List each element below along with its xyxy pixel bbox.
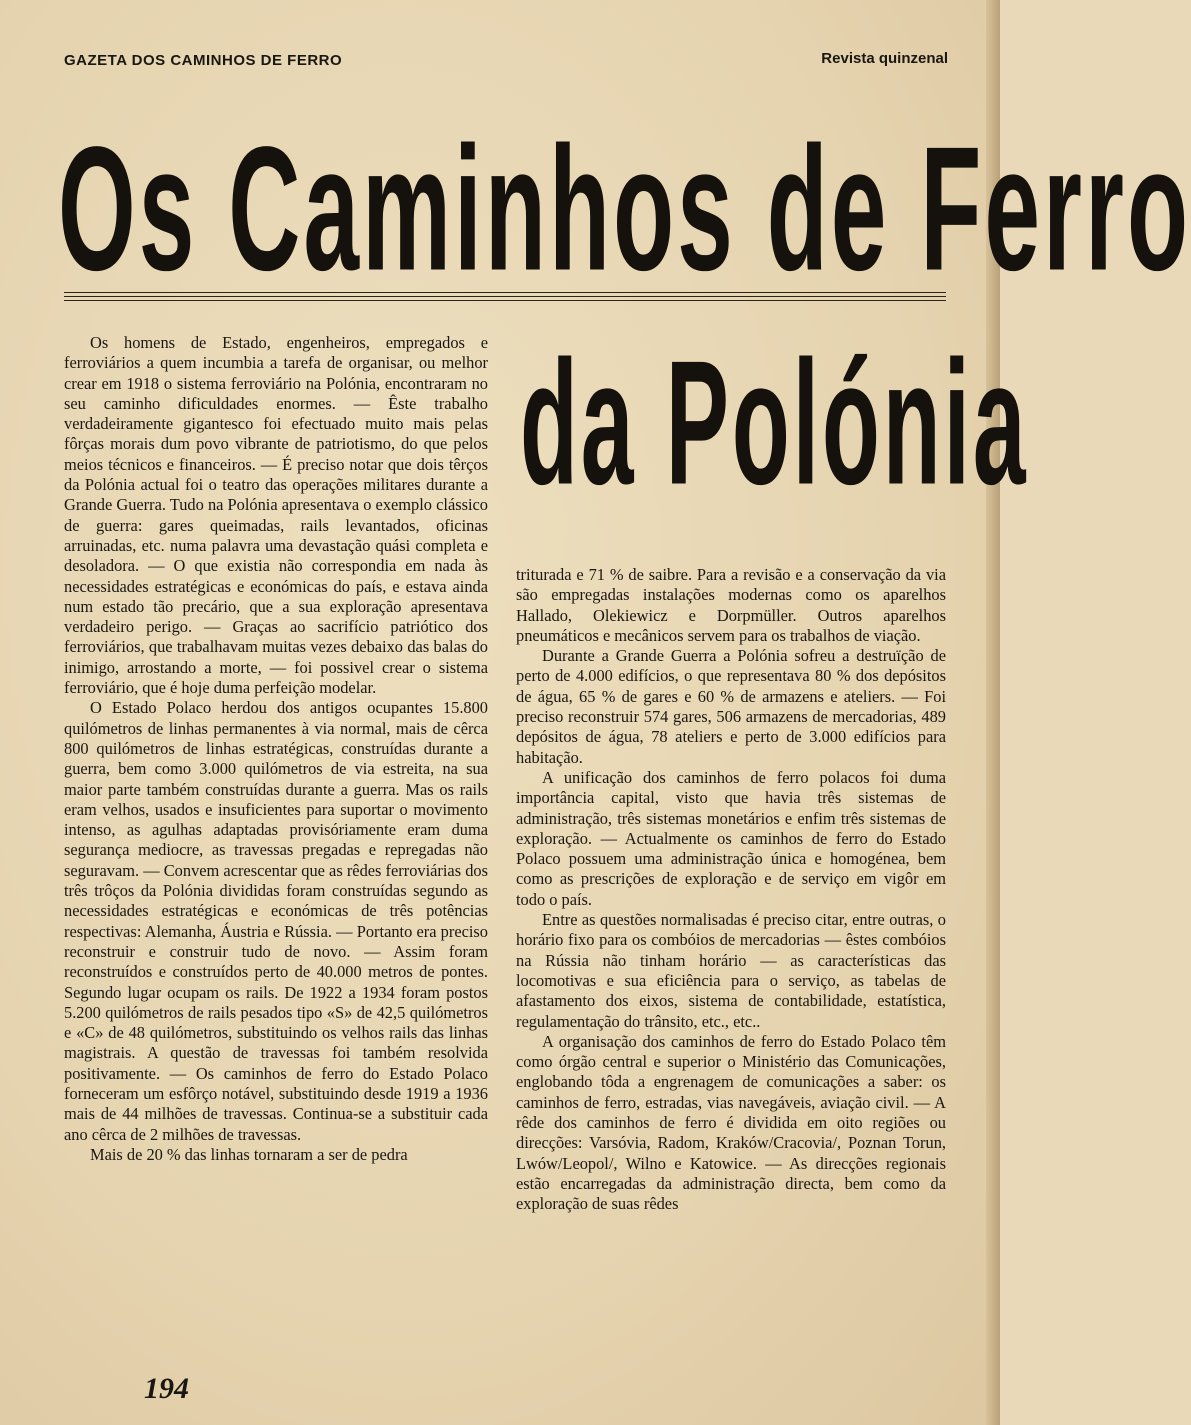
text-column-left (64, 333, 488, 1165)
paragraph: A organisação dos caminhos de ferro do Estado Polaco têm como órgão central e superior o Ministério das Comunicações, englobando tôda a engrenagem de comunicações a saber: os caminhos de ferro, estradas, vias navegáveis, aviação civil. — A rêde dos caminhos de ferro é dividida em oito regiões ou direcções: Varsóvia, Radom, Kraków/Cracovia/, Poznan Torun, Lwów/Leopol/, Wilno e Katowice. — As direcções regionais estão encarregadas da administração directa, bem como da exploração de suas rêdes (516, 1031, 946, 1214)
title-rule-bottom (64, 300, 946, 301)
paragraph: Mais de 20 % das linhas tornaram a ser de pedra (90, 1144, 408, 1164)
article-title-line-2: da Polónia (520, 324, 1029, 523)
article-title-line-1: Os Caminhos de Ferro (58, 110, 1191, 309)
paragraph: Os homens de Estado, engenheiros, empregados e ferroviários a quem incumbia a tarefa de organisar, ou melhor crear em 1918 o sistema ferroviário na Polónia, encontraram no seu caminho dificuldades enormes. — Êste trabalho verdadeiramente gigantesco foi efectuado muito mais pelas fôrças morais dum povo vibrante de patriotismo, do que pelos meios técnicos e financeiros. — É preciso notar que dois têrços da Polónia actual foi o teatro das operações militares durante a Grande Guerra. Tudo na Polónia apresentava o exemplo clássico de guerra: gares queimadas, rails levantados, oficinas arruinadas, etc. numa palavra uma devastação quási completa e desoladora. — O que existia não correspondia em nada às necessidades estratégicas e económicas do país, e estava ainda num estado tão precário, que a sua exploração apresentava verdadeiro perigo. — Graças ao sacrifício patriótico dos ferroviários, que trabalhavam muitas vezes debaixo das balas do inimigo, arrostando a morte, — foi possivel crear o sistema ferroviário, que é hoje duma perfeição modelar. (64, 333, 488, 698)
publication-subtitle: Revista quinzenal (821, 50, 948, 67)
publication-name: GAZETA DOS CAMINHOS DE FERRO (64, 52, 343, 69)
paragraph: Entre as questões normalisadas é preciso citar, entre outras, o horário fixo para os combóios de mercadorias — êstes combóios na Rússia não tinham horário — as características das locomotivas e sua eficiência para o serviço, as tabelas de afastamento dos eixos, sistema de contabilidade, estatística, regulamentação do trânsito, etc., etc.. (516, 910, 946, 1031)
paragraph-continuation: triturada e 71 % de saibre. Para a revisão e a conservação da via são empregadas instalações modernas como os aparelhos Hallado, Olekiewicz e Dorpmüller. Outros aparelhos pneumáticos e mecânicos servem para os trabalhos de viação. (516, 565, 946, 645)
text-column-right (516, 565, 946, 1215)
title-rule-top (64, 292, 946, 293)
title-rule-middle (64, 296, 946, 297)
paragraph: A unificação dos caminhos de ferro polacos foi duma importância capital, visto que havia três sistemas de administração, três sistemas monetários e enfim três sistemas de exploração. — Actualmente os caminhos de ferro do Estado Polaco possuem uma administração única e homogénea, bem como as prescrições de exploração e de serviço em vigôr em todo o país. (516, 767, 946, 909)
page-number: 194 (144, 1372, 189, 1405)
paragraph: Durante a Grande Guerra a Polónia sofreu a destruïção de perto de 4.000 edifícios, o que representava 80 % dos depósitos de água, 65 % de gares e 60 % de armazens e ateliers. — Foi preciso reconstruir 574 gares, 506 armazens de mercadorias, 489 depósitos de água, 78 ateliers e perto de 3.000 edifícios para habitação. (516, 646, 946, 767)
paragraph: O Estado Polaco herdou dos antigos ocupantes 15.800 quilómetros de linhas permanentes à via normal, mais de cêrca 800 quilómetros de linhas estratégicas, construídas durante a guerra, bem como 3.000 quilómetros de via estreita, na sua maior parte também construídas durante a guerra. Mas os rails eram velhos, usados e insuficientes para suportar o movimento intenso, as agulhas adaptadas provisóriamente eram duma segurança mediocre, as travessas pregadas e repregadas não seguravam. — Convem acrescentar que as rêdes ferroviárias dos três trôços da Polónia divididas foram construídas segundo as necessidades estratégicas e económicas de três potências respectivas: Alemanha, Áustria e Rússia. — Portanto era preciso reconstruir e construir tudo de novo. — Assim foram reconstruídos e construídos perto de 40.000 metros de pontes. Segundo lugar ocupam os rails. De 1922 a 1934 foram postos 5.200 quilómetros de rails pesados tipo «S» de 42,5 quilómetros e «C» de 48 quilómetros, substituindo os velhos rails das linhas magistrais. A questão de travessas foi também resolvida positivamente. — Os caminhos de ferro do Estado Polaco forneceram um esfôrço notável, substituindo desde 1919 a 1936 mais de 44 milhões de travessas. Continua-se a substituir cada ano cêrca de 2 milhões de travessas. (64, 698, 488, 1144)
